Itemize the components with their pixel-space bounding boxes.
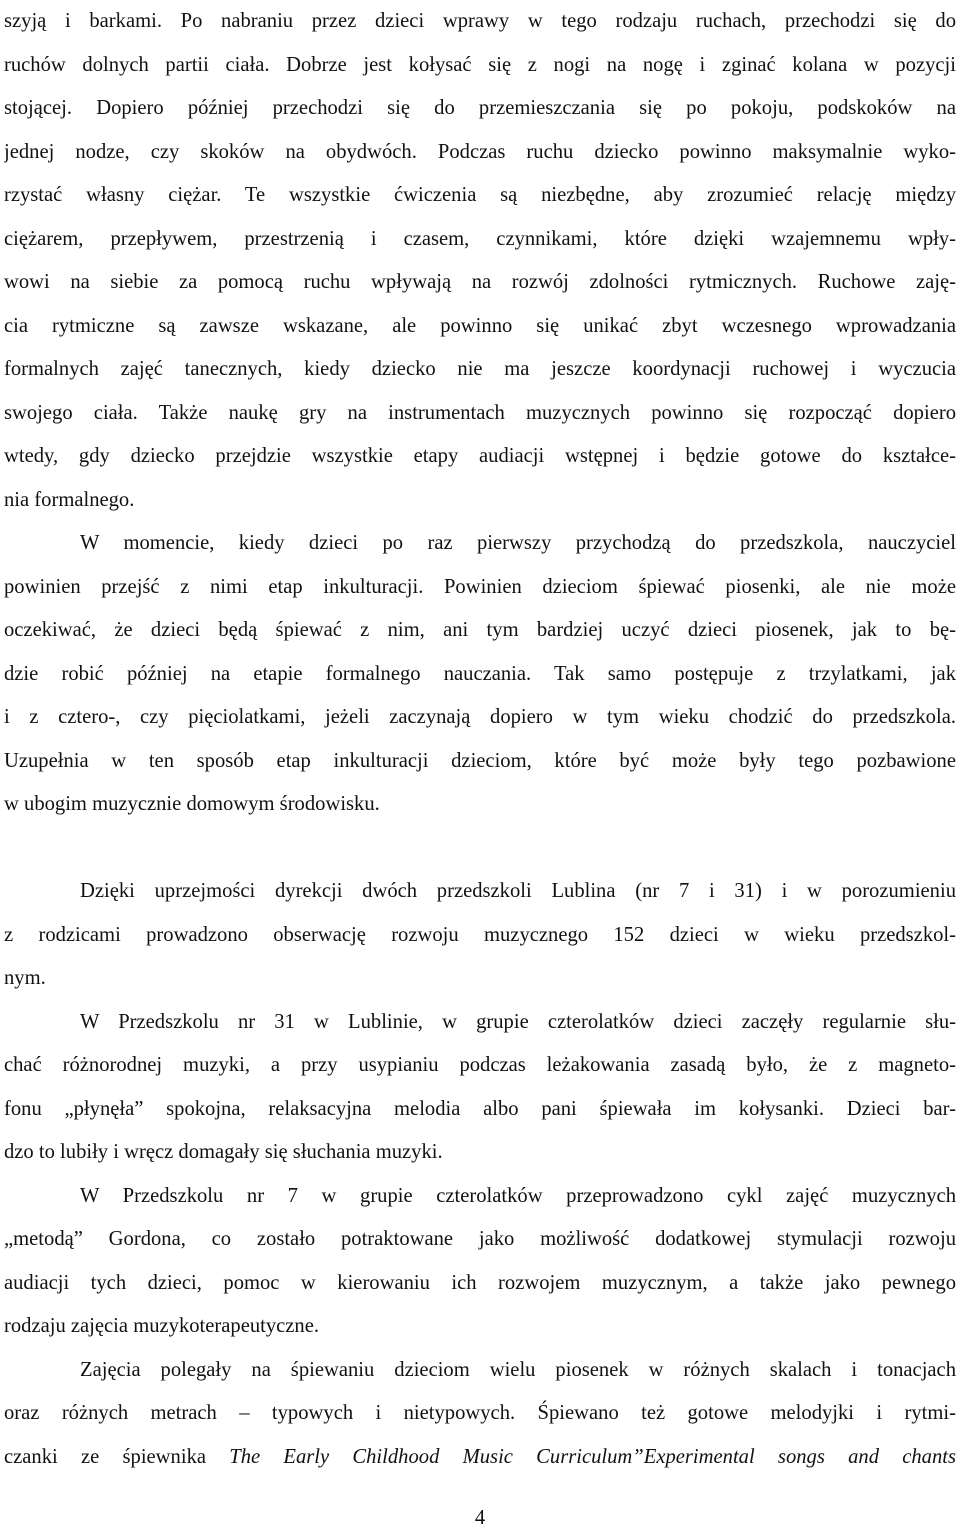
text-line: nym. bbox=[4, 967, 46, 989]
text-line: rzystać własny ciężar. Te wszystkie ćwiczenia są niezbędne, aby zrozumieć relację między bbox=[4, 184, 956, 206]
text-line: ciężarem, przepływem, przestrzenią i czasem, czynnikami, które dzięki wzajemnemu wpły- bbox=[4, 227, 956, 250]
text-line-lead: czanki ze śpiewnika bbox=[4, 1445, 230, 1468]
text-line: swojego ciała. Także naukę gry na instrumentach muzycznych powinno się rozpocząć dopiero bbox=[4, 401, 956, 424]
text-line: szyją i barkami. Po nabraniu przez dzieci wprawy w tego rodzaju ruchach, przechodzi się do bbox=[4, 10, 956, 32]
paragraph-3 bbox=[4, 870, 956, 1001]
paragraph-5 bbox=[4, 1175, 956, 1349]
text-line: wtedy, gdy dziecko przejdzie wszystkie etapy audiacji wstępnej i będzie gotowe do kształce- bbox=[4, 445, 956, 467]
text-line: W Przedszkolu nr 7 w grupie czterolatków przeprowadzono cykl zajęć muzycznych bbox=[80, 1184, 956, 1207]
text-line: formalnych zajęć tanecznych, kiedy dziecko nie ma jeszcze koordynacji ruchowej i wyczucia bbox=[4, 358, 956, 380]
text-line: rodzaju zajęcia muzykoterapeutyczne. bbox=[4, 1315, 320, 1337]
text-line: „metodą” Gordona, co zostało potraktowane jako możliwość dodatkowej stymulacji rozwoju bbox=[4, 1228, 956, 1250]
text-line: Zajęcia polegały na śpiewaniu dzieciom wielu piosenek w różnych skalach i tonacjach bbox=[80, 1358, 956, 1381]
text-line: w ubogim muzycznie domowym środowisku. bbox=[4, 793, 380, 815]
text-line: ruchów dolnych partii ciała. Dobrze jest kołysać się z nogi na nogę i zginać kolana w pozycji bbox=[4, 53, 956, 76]
text-line: audiacji tych dzieci, pomoc w kierowaniu ich rozwojem muzycznym, a także jako pewnego bbox=[4, 1271, 956, 1294]
text-line bbox=[4, 1436, 956, 1480]
page-number: 4 bbox=[474, 1507, 486, 1529]
text-line: z rodzicami prowadzono obserwację rozwoju muzycznego 152 dzieci w wieku przedszkol- bbox=[4, 923, 956, 946]
text-line: dzo to lubiły i wręcz domagały się słuchania muzyki. bbox=[4, 1141, 443, 1163]
text-line: nia formalnego. bbox=[4, 488, 135, 511]
text-line: jednej nodze, czy skoków na obydwóch. Podczas ruchu dziecko powinno maksymalnie wyko- bbox=[4, 140, 956, 163]
text-line: chać różnorodnej muzyki, a przy usypianiu podczas leżakowania zasadą było, że z magneto- bbox=[4, 1054, 956, 1076]
text-line: wowi na siebie za pomocą ruchu wpływają na rozwój zdolności rytmicznych. Ruchowe zaję- bbox=[4, 271, 956, 293]
paragraph-2 bbox=[4, 522, 956, 827]
text-line: cia rytmiczne są zawsze wskazane, ale powinno się unikać zbyt wczesnego wprowadzania bbox=[4, 314, 956, 337]
paragraph-6 bbox=[4, 1349, 956, 1480]
text-line: dzie robić później na etapie formalnego nauczania. Tak samo postępuje z trzylatkami, jak bbox=[4, 662, 956, 685]
paragraph-1 bbox=[4, 0, 956, 522]
body-text bbox=[4, 0, 956, 1479]
text-line: i z cztero-, czy pięciolatkami, jeżeli zaczynają dopiero w tym wieku chodzić do przedszkola. bbox=[4, 706, 956, 728]
text-line: oczekiwać, że dzieci będą śpiewać z nim, ani tym bardziej uczyć dzieci piosenek, jak to bę- bbox=[4, 619, 956, 641]
paragraph-4 bbox=[4, 1001, 956, 1175]
text-line: Dzięki uprzejmości dyrekcji dwóch przedszkoli Lublina (nr 7 i 31) i w porozumieniu bbox=[80, 880, 956, 902]
text-line: powinien przejść z nimi etap inkulturacji. Powinien dzieciom śpiewać piosenki, ale nie może bbox=[4, 575, 956, 598]
songbook-title: The Early Childhood Music Curriculum”Experimental songs and chants bbox=[229, 1445, 956, 1468]
section-gap bbox=[4, 827, 956, 871]
text-line: oraz różnych metrach – typowych i nietypowych. Śpiewano też gotowe melodyjki i rytmi- bbox=[4, 1402, 956, 1424]
text-line: stojącej. Dopiero później przechodzi się do przemieszczania się po pokoju, podskoków na bbox=[4, 97, 956, 119]
text-line: fonu „płynęła” spokojna, relaksacyjna melodia albo pani śpiewała im kołysanki. Dzieci bar- bbox=[4, 1097, 956, 1120]
text-line: W Przedszkolu nr 31 w Lublinie, w grupie czterolatków dzieci zaczęły regularnie słu- bbox=[80, 1010, 956, 1033]
text-line: W momencie, kiedy dzieci po raz pierwszy przychodzą do przedszkola, nauczyciel bbox=[80, 532, 956, 554]
text-line: Uzupełnia w ten sposób etap inkulturacji dzieciom, które być może były tego pozbawione bbox=[4, 749, 956, 772]
